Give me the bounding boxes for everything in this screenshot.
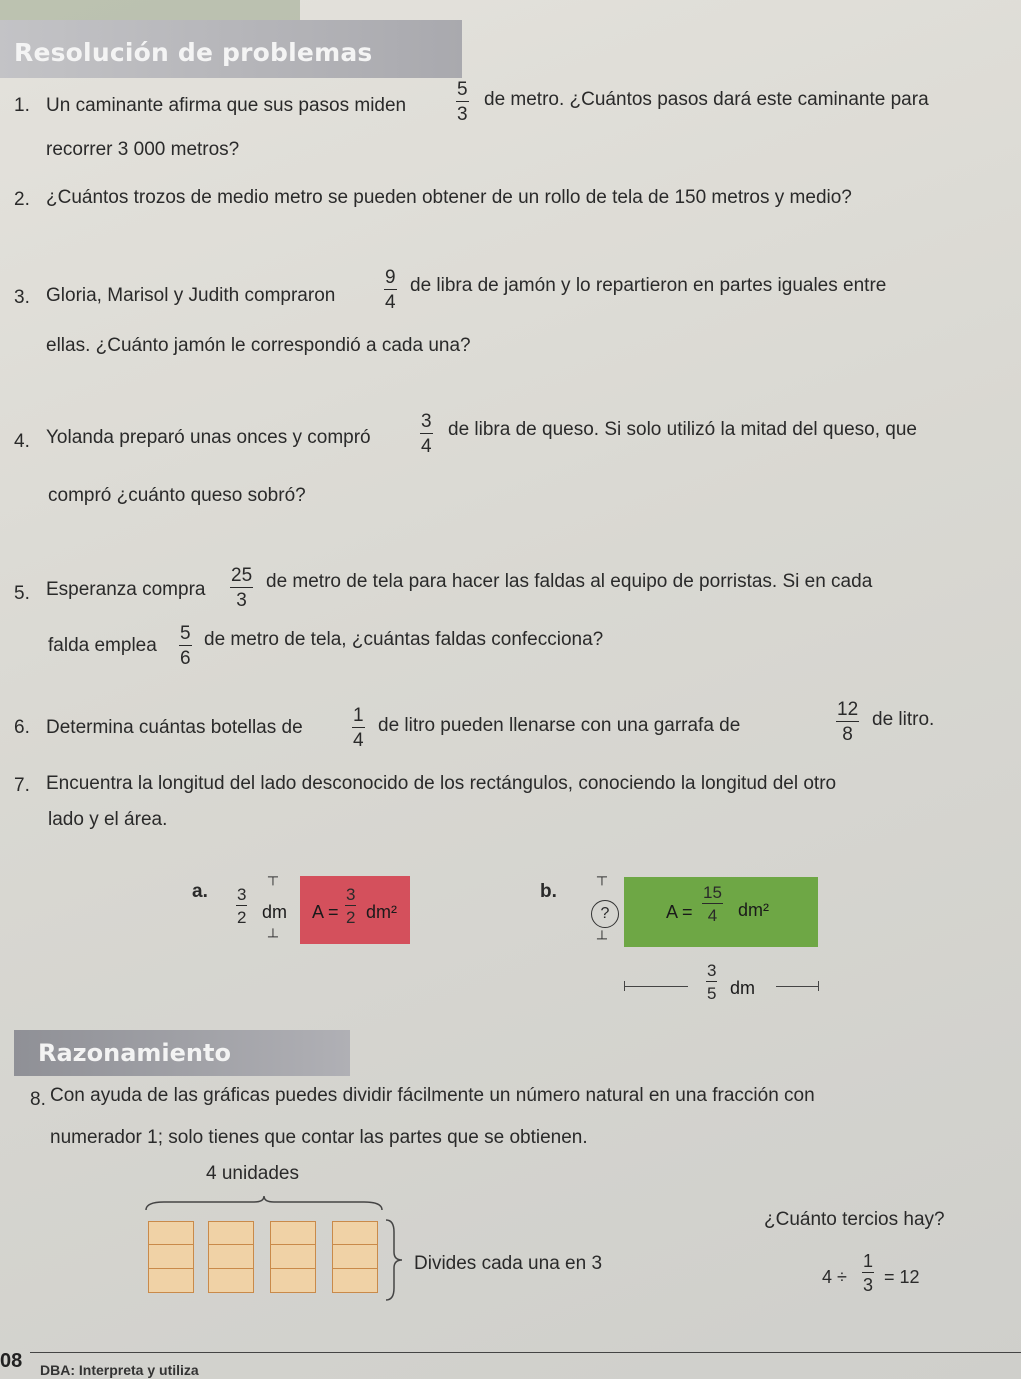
subitem-label: a. [192,881,208,902]
dimension-tick-bottom: ┴ [597,930,607,946]
problem-text: compró ¿cuánto queso sobró? [48,485,306,506]
footer-rule [30,1352,1021,1353]
problem-text: ellas. ¿Cuánto jamón le correspondió a cada una? [46,335,471,356]
unit-block [270,1221,316,1293]
problem-text: de libra de queso. Si solo utilizó la mitad del queso, que [448,419,917,440]
problem-text: Un caminante afirma que sus pasos miden [46,95,407,116]
area-prefix: A = [666,902,693,922]
problem-text: de metro. ¿Cuántos pasos dará este caminante para [484,89,929,110]
subitem-label: b. [540,881,557,902]
base-line-left [624,986,688,987]
unit-block [208,1221,254,1293]
problem-text: ¿Cuántos trozos de medio metro se pueden obtener de un rollo de tela de 150 metros y medio? [46,187,852,208]
problem-text: de metro de tela, ¿cuántas faldas confecciona? [204,629,604,650]
problem-number: 5. [14,583,30,604]
dimension-tick-bottom: ┴ [268,928,278,944]
unknown-side-marker: ? [591,900,619,928]
area-fraction: $\frac{15}{4}$ [703,883,722,925]
problem-number: 6. [14,717,30,738]
dimension-tick-top: ┬ [268,868,278,884]
problem-text: Yolanda preparó unas onces y compró [46,427,371,448]
page-number: 08 [0,1350,23,1372]
unit-block [332,1221,378,1293]
units-label: 4 unidades [206,1163,299,1184]
problem-text: falda emplea [48,635,157,656]
area-unit: dm² [738,900,769,920]
question-text: ¿Cuánto tercios hay? [764,1209,945,1230]
section-title: Resolución de problemas [14,38,373,67]
problem-text: Gloria, Marisol y Judith compraron [46,285,336,306]
problem-number: 7. [14,775,30,796]
base-line-right [776,986,818,987]
area-fraction: $\frac{3}{2}$ [346,885,356,927]
problem-text: de litro pueden llenarse con una garrafa de [378,715,741,736]
equation-right: = 12 [884,1267,920,1287]
problem-text: de libra de jamón y lo repartieron en partes iguales entre [410,275,887,296]
problem-text: lado y el área. [48,809,168,830]
dimension-tick-top: ┬ [597,868,607,884]
fraction: $\frac{5}{6}$ [180,623,191,669]
side-fraction: $\frac{3}{2}$ [237,885,247,927]
base-fraction: $\frac{3}{5}$ [707,961,717,1003]
problem-text: numerador 1; solo tienes que contar las partes que se obtienen. [50,1127,588,1148]
base-unit: dm [730,978,756,998]
area-unit: dm² [366,902,397,922]
unit-block [148,1221,194,1293]
divide-label: Divides cada una en 3 [414,1253,603,1274]
units-brace [144,1194,384,1214]
fraction: $\frac{5}{3}$ [457,79,468,125]
area-prefix: A = [312,902,339,922]
problem-number: 4. [14,431,30,452]
reasoning-title: Razonamiento [38,1039,231,1067]
fraction: $\frac{12}{8}$ [837,699,859,745]
dba-label: DBA: Interpreta y utiliza [40,1362,199,1378]
division-brace [384,1218,408,1302]
base-tick-right [818,981,819,991]
problem-text: Encuentra la longitud del lado desconocido de los rectángulos, conociendo la longitud del otro [46,773,837,794]
decorative-top-bar [0,0,300,22]
problem-number: 8. [30,1089,46,1110]
equation-fraction: $\frac{1}{3}$ [863,1251,874,1295]
problem-number: 3. [14,287,30,308]
problem-text: recorrer 3 000 metros? [46,139,240,160]
problem-text: de litro. [872,709,935,730]
fraction: $\frac{1}{4}$ [353,705,364,751]
fraction: $\frac{9}{4}$ [385,267,396,313]
problem-text: Determina cuántas botellas de [46,717,303,738]
problem-text: de metro de tela para hacer las faldas al equipo de porristas. Si en cada [266,571,873,592]
problem-text: Esperanza compra [46,579,206,600]
side-unit: dm [262,902,288,922]
problem-number: 2. [14,189,30,210]
fraction: $\frac{25}{3}$ [231,565,253,611]
problem-number: 1. [14,95,30,116]
fraction: $\frac{3}{4}$ [421,411,432,457]
problem-text: Con ayuda de las gráficas puedes dividir fácilmente un número natural en una fracción con [50,1085,815,1106]
equation-left: 4 ÷ [822,1267,847,1287]
